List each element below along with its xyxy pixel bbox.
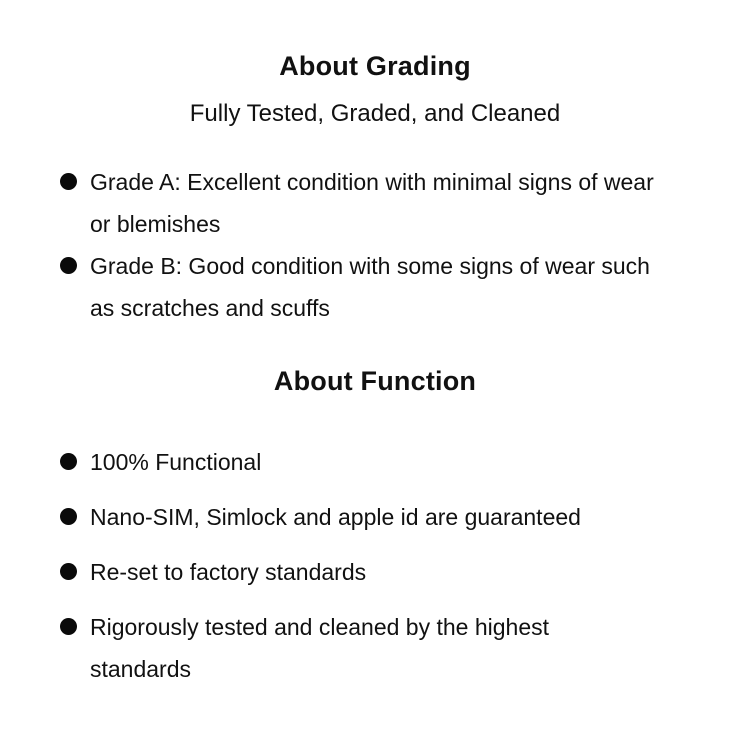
list-item-text: Grade B: Good condition with some signs of wear such as scratches and scuffs: [90, 253, 650, 321]
list-item-tested-cleaned: [60, 606, 655, 690]
grading-list: [0, 161, 750, 329]
about-function-title: About Function: [273, 366, 477, 396]
bullet-circle-icon: [60, 257, 77, 274]
about-grading-subtitle: Fully Tested, Graded, and Cleaned: [189, 100, 561, 127]
list-item-grade-b: [60, 245, 655, 329]
list-item-text: Nano-SIM, Simlock and apple id are guaranteed: [90, 504, 581, 530]
list-item-factory-reset: [60, 551, 655, 593]
list-item-text: Re-set to factory standards: [90, 559, 367, 585]
section-about-grading: [0, 48, 750, 329]
section-about-function: [0, 363, 750, 690]
list-item-text: Grade A: Excellent condition with minimal signs of wear or blemishes: [90, 169, 654, 237]
bullet-circle-icon: [60, 563, 77, 580]
list-item-text: Rigorously tested and cleaned by the highest standards: [90, 614, 550, 682]
bullet-circle-icon: [60, 173, 77, 190]
bullet-circle-icon: [60, 618, 77, 635]
list-item-text: 100% Functional: [90, 449, 262, 475]
list-item-sim-guarantee: [60, 496, 655, 538]
list-item-grade-a: [60, 161, 655, 245]
about-grading-title: About Grading: [279, 51, 471, 81]
function-list: [0, 441, 750, 690]
list-item-functional: [60, 441, 655, 483]
bullet-circle-icon: [60, 508, 77, 525]
bullet-circle-icon: [60, 453, 77, 470]
